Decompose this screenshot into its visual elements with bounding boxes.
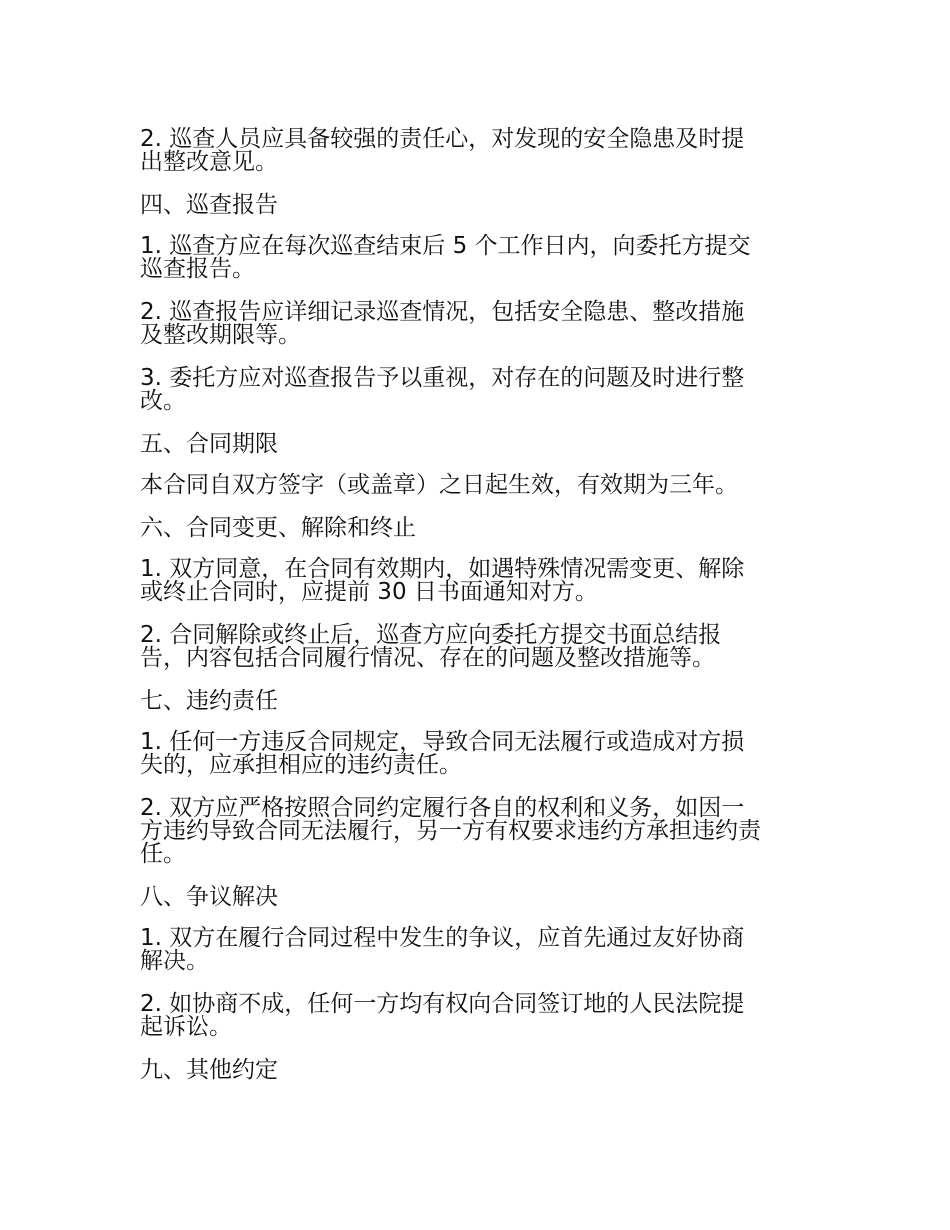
text-line: 任。 bbox=[140, 841, 186, 867]
text-line: 九、其他约定 bbox=[140, 1057, 278, 1083]
text-line: 五、合同期限 bbox=[140, 431, 278, 457]
clause-paragraph bbox=[140, 474, 812, 497]
text-line: 方违约导致合同无法履行，另一方有权要求违约方承担违约责 bbox=[140, 818, 761, 844]
text-line: 或终止合同时，应提前 30 日书面通知对方。 bbox=[140, 579, 598, 605]
clause-paragraph bbox=[140, 624, 812, 670]
text-line: 1. 双方同意，在合同有效期内，如遇特殊情况需变更、解除 bbox=[140, 556, 745, 582]
text-line: 四、巡查报告 bbox=[140, 192, 278, 218]
section-heading bbox=[140, 433, 812, 456]
section-heading bbox=[140, 517, 812, 540]
text-line: 七、违约责任 bbox=[140, 688, 278, 714]
text-line: 六、合同变更、解除和终止 bbox=[140, 515, 416, 541]
text-line: 告，内容包括合同履行情况、存在的问题及整改措施等。 bbox=[140, 645, 715, 671]
clause-paragraph bbox=[140, 235, 812, 281]
clause-paragraph bbox=[140, 797, 812, 866]
text-line: 1. 双方在履行合同过程中发生的争议，应首先通过友好协商 bbox=[140, 925, 745, 951]
clause-paragraph bbox=[140, 927, 812, 973]
text-line: 本合同自双方签字（或盖章）之日起生效，有效期为三年。 bbox=[140, 472, 738, 498]
text-line: 3. 委托方应对巡查报告予以重视，对存在的问题及时进行整 bbox=[140, 365, 745, 391]
clause-paragraph bbox=[140, 301, 812, 347]
text-line: 八、争议解决 bbox=[140, 884, 278, 910]
section-heading bbox=[140, 886, 812, 909]
document-body bbox=[140, 128, 812, 1100]
text-line: 及整改期限等。 bbox=[140, 322, 301, 348]
text-line: 2. 合同解除或终止后，巡查方应向委托方提交书面总结报 bbox=[140, 622, 722, 648]
text-line: 1. 巡查方应在每次巡查结束后 5 个工作日内，向委托方提交 bbox=[140, 233, 751, 259]
clause-paragraph bbox=[140, 367, 812, 413]
section-heading bbox=[140, 1059, 812, 1082]
text-line: 起诉讼。 bbox=[140, 1014, 232, 1040]
clause-paragraph bbox=[140, 731, 812, 777]
text-line: 2. 如协商不成，任何一方均有权向合同签订地的人民法院提 bbox=[140, 991, 745, 1017]
section-heading bbox=[140, 690, 812, 713]
text-line: 1. 任何一方违反合同规定，导致合同无法履行或造成对方损 bbox=[140, 729, 745, 755]
clause-paragraph bbox=[140, 558, 812, 604]
text-line: 改。 bbox=[140, 388, 186, 414]
text-line: 巡查报告。 bbox=[140, 256, 255, 282]
text-line: 解决。 bbox=[140, 948, 209, 974]
clause-paragraph bbox=[140, 128, 812, 174]
section-heading bbox=[140, 194, 812, 217]
text-line: 失的，应承担相应的违约责任。 bbox=[140, 752, 462, 778]
text-line: 2. 巡查报告应详细记录巡查情况，包括安全隐患、整改措施 bbox=[140, 299, 745, 325]
text-line: 出整改意见。 bbox=[140, 149, 278, 175]
text-line: 2. 巡查人员应具备较强的责任心，对发现的安全隐患及时提 bbox=[140, 126, 745, 152]
text-line: 2. 双方应严格按照合同约定履行各自的权利和义务，如因一 bbox=[140, 795, 745, 821]
clause-paragraph bbox=[140, 993, 812, 1039]
